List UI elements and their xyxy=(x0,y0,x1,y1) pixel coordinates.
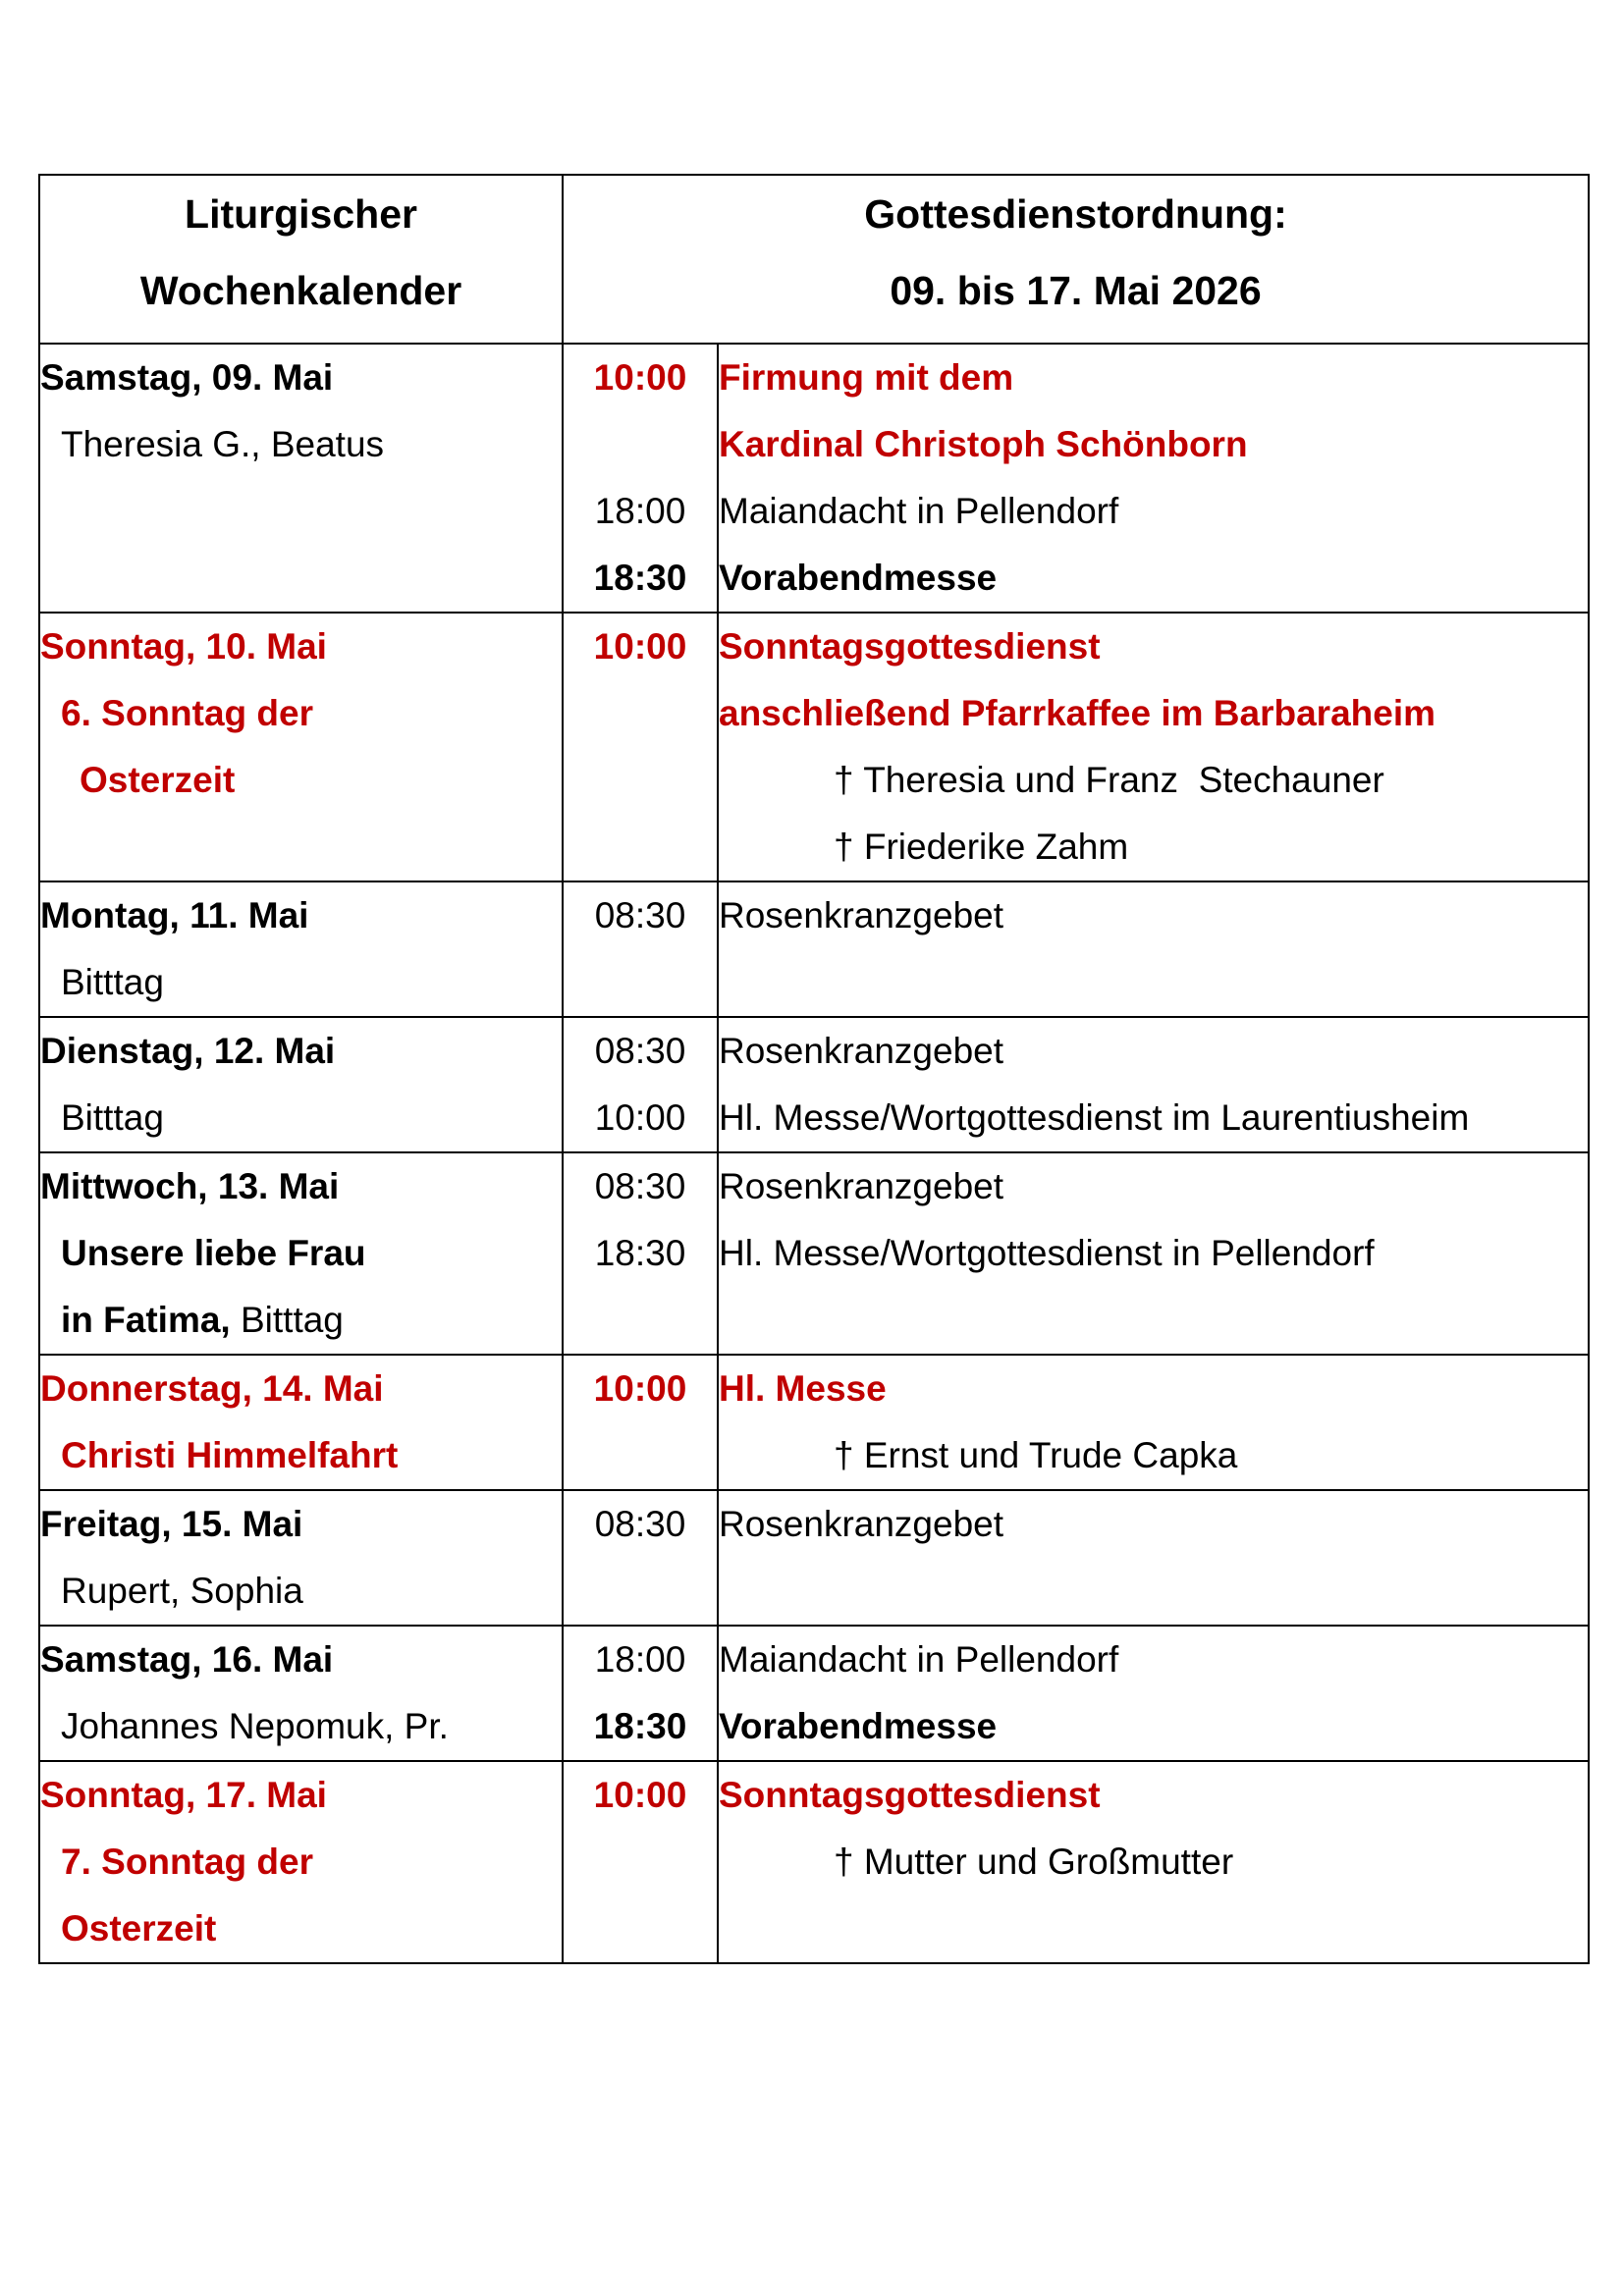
event-time: 10:00 xyxy=(594,1097,686,1138)
day-feast: Osterzeit xyxy=(80,760,236,800)
event-title: Kardinal Christoph Schönborn xyxy=(719,424,1248,464)
day-saints: Rupert, Sophia xyxy=(61,1571,303,1611)
event-time: 18:30 xyxy=(593,1706,687,1746)
event-cell xyxy=(718,1017,1589,1152)
event-cell xyxy=(718,1152,1589,1355)
day-cell xyxy=(39,1017,563,1152)
day-date: Donnerstag, 14. Mai xyxy=(40,1368,384,1409)
day-date: Dienstag, 12. Mai xyxy=(40,1031,336,1071)
table-row xyxy=(39,344,1589,613)
event-cell xyxy=(718,1355,1589,1490)
day-cell xyxy=(39,1490,563,1626)
day-date: Samstag, 16. Mai xyxy=(40,1639,334,1680)
table-row xyxy=(39,613,1589,881)
header-col2-line2: 09. bis 17. Mai 2026 xyxy=(890,268,1262,313)
memorial-intention: † Ernst und Trude Capka xyxy=(834,1435,1238,1475)
memorial-intention: † Mutter und Großmutter xyxy=(834,1842,1234,1882)
day-feast: Christi Himmelfahrt xyxy=(61,1435,399,1475)
day-feast-rest: Bitttag xyxy=(230,1300,344,1340)
event-title: Vorabendmesse xyxy=(719,1706,998,1746)
table-row xyxy=(39,1017,1589,1152)
event-title: Sonntagsgottesdienst xyxy=(719,626,1101,667)
event-cell xyxy=(718,881,1589,1017)
event-title: Sonntagsgottesdienst xyxy=(719,1775,1101,1815)
time-cell xyxy=(563,1152,718,1355)
day-cell xyxy=(39,613,563,881)
day-cell xyxy=(39,1355,563,1490)
day-feast: 6. Sonntag der xyxy=(61,693,313,733)
table-row xyxy=(39,881,1589,1017)
event-time: 18:30 xyxy=(594,1233,686,1273)
time-cell xyxy=(563,1355,718,1490)
header-service-order xyxy=(563,175,1589,344)
time-cell xyxy=(563,1017,718,1152)
day-feast-line2 xyxy=(40,1287,562,1354)
memorial-intention: † Friederike Zahm xyxy=(834,827,1129,867)
day-feast: 7. Sonntag der xyxy=(61,1842,313,1882)
day-feast: Osterzeit xyxy=(61,1908,217,1949)
event-time: 10:00 xyxy=(593,626,687,667)
event-cell xyxy=(718,613,1589,881)
event-title: Maiandacht in Pellendorf xyxy=(719,1639,1119,1680)
event-title: Firmung mit dem xyxy=(719,357,1014,398)
event-title: Hl. Messe xyxy=(719,1368,887,1409)
header-col1-line2: Wochenkalender xyxy=(139,268,462,313)
day-saints: Bitttag xyxy=(61,1097,164,1138)
memorial-intention: † Theresia und Franz Stechauner xyxy=(834,760,1384,800)
event-title: Rosenkranzgebet xyxy=(719,895,1004,935)
event-time: 18:00 xyxy=(594,1639,686,1680)
table-row xyxy=(39,1490,1589,1626)
event-title: Hl. Messe/Wortgottesdienst in Pellendorf xyxy=(719,1233,1375,1273)
table-row xyxy=(39,1152,1589,1355)
event-time: 08:30 xyxy=(594,1031,686,1071)
event-cell xyxy=(718,1626,1589,1761)
header-col1-line1: Liturgischer xyxy=(185,191,417,237)
event-title: anschließend Pfarrkaffee im Barbaraheim xyxy=(719,693,1436,733)
event-title: Vorabendmesse xyxy=(719,558,998,598)
day-cell xyxy=(39,1626,563,1761)
day-cell xyxy=(39,881,563,1017)
day-date: Sonntag, 17. Mai xyxy=(40,1775,327,1815)
table-row xyxy=(39,1355,1589,1490)
event-time: 10:00 xyxy=(593,357,687,398)
event-title: Maiandacht in Pellendorf xyxy=(719,491,1119,531)
time-cell xyxy=(563,1626,718,1761)
event-time: 10:00 xyxy=(593,1368,687,1409)
event-title: Rosenkranzgebet xyxy=(719,1504,1004,1544)
day-feast: Unsere liebe Frau xyxy=(61,1233,366,1273)
event-time: 08:30 xyxy=(594,1166,686,1206)
event-time-blank xyxy=(564,411,717,478)
day-saints: Bitttag xyxy=(61,962,164,1002)
event-time: 18:00 xyxy=(594,491,686,531)
header-col2-line1: Gottesdienstordnung: xyxy=(864,191,1287,237)
day-saints: Theresia G., Beatus xyxy=(61,424,385,464)
day-date: Montag, 11. Mai xyxy=(40,895,309,935)
event-cell xyxy=(718,344,1589,613)
day-saints: Johannes Nepomuk, Pr. xyxy=(61,1706,449,1746)
event-time: 18:30 xyxy=(593,558,687,598)
time-cell xyxy=(563,1490,718,1626)
time-cell xyxy=(563,613,718,881)
header-liturgical-calendar xyxy=(39,175,563,344)
day-cell xyxy=(39,1152,563,1355)
day-date: Mittwoch, 13. Mai xyxy=(40,1166,340,1206)
time-cell xyxy=(563,1761,718,1963)
event-cell xyxy=(718,1761,1589,1963)
time-cell xyxy=(563,881,718,1017)
event-time: 10:00 xyxy=(593,1775,687,1815)
day-cell xyxy=(39,344,563,613)
day-cell xyxy=(39,1761,563,1963)
event-cell xyxy=(718,1490,1589,1626)
event-title: Rosenkranzgebet xyxy=(719,1166,1004,1206)
day-feast-bold: in Fatima, xyxy=(61,1300,231,1340)
day-date: Samstag, 09. Mai xyxy=(40,357,334,398)
event-title: Hl. Messe/Wortgottesdienst im Laurentiusheim xyxy=(719,1097,1470,1138)
liturgy-schedule-table xyxy=(38,174,1590,1964)
event-time: 08:30 xyxy=(594,1504,686,1544)
day-date: Sonntag, 10. Mai xyxy=(40,626,327,667)
table-row xyxy=(39,1761,1589,1963)
table-header-row xyxy=(39,175,1589,344)
time-cell xyxy=(563,344,718,613)
table-row xyxy=(39,1626,1589,1761)
event-title: Rosenkranzgebet xyxy=(719,1031,1004,1071)
event-time: 08:30 xyxy=(594,895,686,935)
day-date: Freitag, 15. Mai xyxy=(40,1504,303,1544)
